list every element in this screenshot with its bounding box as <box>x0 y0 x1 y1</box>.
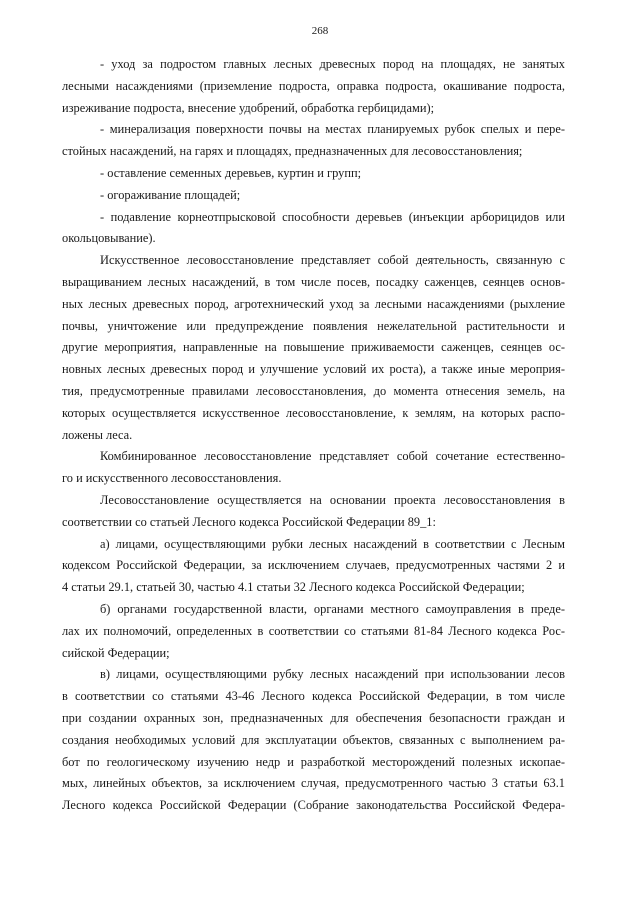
text-line: б) органами государственной власти, органами местного самоуправления в преде- <box>100 602 565 616</box>
text-line: бот по геологическому изучению недр и разработкой месторождений полезных ископае- <box>62 754 565 769</box>
page-number: 268 <box>311 25 329 37</box>
text-line: лах их полномочий, определенных в соответствии со статьями 81-84 Лесного кодекса Рос- <box>62 623 565 638</box>
text-line: в соответствии со статьями 43-46 Лесного кодекса Российской Федерации, в том числе <box>62 689 565 704</box>
text-line: - минерализация поверхности почвы на местах планируемых рубок спелых и пере- <box>100 122 565 137</box>
text-line: новных лесных древесных пород и улучшение условий их роста), а также иные мероприя- <box>62 362 565 377</box>
text-line: окольцовывание). <box>62 231 156 246</box>
text-line: тия, предусмотренные правилами лесовосстановления, до момента отнесения земель, на <box>62 384 565 398</box>
text-line: при создании охранных зон, предназначенных для обеспечения безопасности граждан и <box>62 711 565 725</box>
text-line: которых осуществляется искусственное лесовосстановление, к землям, на которых распо- <box>62 405 565 420</box>
text-line: соответствии со статьей Лесного кодекса Российской Федерации 89_1: <box>62 514 436 529</box>
text-line: - подавление корнеотпрысковой способности деревьев (инъекции арборицидов или <box>100 209 565 224</box>
text-line: в) лицами, осуществляющими рубку лесных насаждений при использовании лесов <box>100 667 565 682</box>
text-line: Лесовосстановление осуществляется на основании проекта лесовосстановления в <box>100 493 565 507</box>
text-line: создания необходимых условий для эксплуатации объектов, связанных с выполнением ра- <box>62 732 565 747</box>
text-line: Лесного кодекса Российской Федерации (Собрание законодательства Российской Федера- <box>62 798 565 813</box>
text-line: Искусственное лесовосстановление представляет собой деятельность, связанную с <box>100 253 565 268</box>
text-line: ложены леса. <box>62 427 133 442</box>
text-line: - огораживание площадей; <box>100 187 241 202</box>
text-line: другие мероприятия, направленные на повышение приживаемости саженцев, сеянцев ос- <box>62 340 565 355</box>
text-line: почвы, уничтожение или предупреждение появления нежелательной растительности и <box>62 318 565 333</box>
text-line: сийской Федерации; <box>62 645 170 660</box>
text-line: а) лицами, осуществляющими рубки лесных насаждений в соответствии с Лесным <box>100 536 565 551</box>
text-line: го и искусственного лесовосстановления. <box>62 471 282 486</box>
text-line: кодексом Российской Федерации, за исключением случаев, предусмотренных частями 2 и <box>62 558 565 573</box>
text-line: изреживание подроста, внесение удобрений, обработка гербицидами); <box>62 100 435 115</box>
text-line: выращиванием лесных насаждений, в том числе посев, посадку саженцев, сеянцев основ- <box>62 275 565 289</box>
text-line: Комбинированное лесовосстановление представляет собой сочетание естественно- <box>100 449 565 464</box>
text-line: 4 статьи 29.1, статьей 30, частью 4.1 статьи 32 Лесного кодекса Российской Федерации; <box>62 580 525 595</box>
text-line: лесными насаждениями (приземление подроста, оправка подроста, окашивание подроста, <box>62 78 565 93</box>
text-line: - уход за подростом главных лесных древесных пород на площадях, не занятых <box>100 57 565 71</box>
text-line: - оставление семенных деревьев, куртин и групп; <box>100 166 362 180</box>
text-line: стойных насаждений, на гарях и площадях, предназначенных для лесовосстановления; <box>62 144 523 159</box>
text-line: ных лесных древесных пород, агротехнический уход за лесными насаждениями (рыхление <box>62 296 565 311</box>
text-line: мых, линейных объектов, за исключением случая, предусмотренного частью 3 статьи 63.1 <box>62 776 565 791</box>
